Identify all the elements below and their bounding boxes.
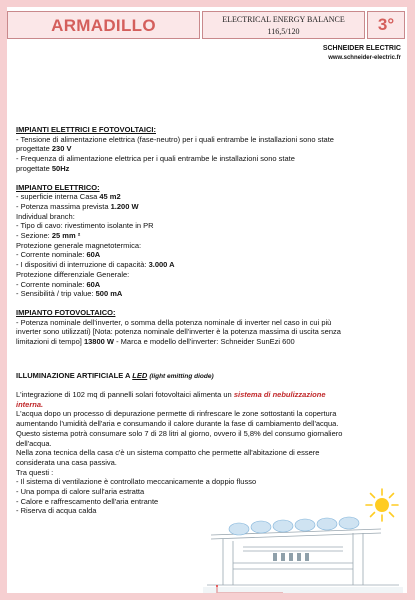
text-line: - I dispositivi di interruzione di capacità: 3.000 A (16, 260, 175, 270)
text-line: Individual branch: (16, 211, 75, 221)
company-name: SCHNEIDER ELECTRIC (322, 45, 401, 52)
text-line: L'acqua dopo un processo di depurazione permette di rinfrescare le zone sottostanti la copertura (16, 409, 337, 419)
text-line: - Sensibilità / trip value: 500 mA (16, 289, 123, 299)
text-line: Protezione differenziale Generale: (16, 269, 130, 279)
energy-balance-label: ELECTRICAL ENERGY BALANCE (222, 15, 345, 24)
text-line: - Una pompa di calore sull'aria estratta (16, 487, 145, 497)
house-section-illustration (203, 493, 403, 593)
text-line: dell'acqua. (16, 438, 52, 448)
text-line: Questo sistema potrà consumare solo 7 di 28 litri al giorno, ovvero il 5,8% del consumo giornaliero (16, 428, 343, 438)
section-heading-elettrico: IMPIANTO ELETTRICO: (16, 182, 100, 192)
text-line: - Sezione: 25 mm ² (16, 231, 81, 241)
text-line: progettate 50Hz (16, 163, 70, 173)
text-line: aumentando l'umidità dell'aria e consumando il calore durante la fase di cambiamento dell'acqua. (16, 419, 339, 429)
text-line: L'integrazione di 102 mq di pannelli solari fotovoltaici alimenta un sistema di nebulizzazione (16, 390, 326, 399)
brand-title: ARMADILLO (51, 16, 156, 35)
text-line: - Il sistema di ventilazione è controllato meccanicamente a doppio flusso (16, 477, 257, 487)
text-line: - Potenza nominale dell'inverter, o somma della potenza nominale di inverter nel caso in cui più (16, 317, 332, 327)
company-website[interactable]: www.schneider-electric.fr (328, 55, 401, 61)
brand-cell (7, 11, 200, 39)
text-line: - Potenza massima prevista 1.200 W (16, 201, 139, 211)
text-line: Nella zona tecnica della casa c'è un sistema compatto che permette all'abitazione di essere (16, 448, 320, 458)
page-number: 3° (377, 15, 395, 34)
text-line: - Corrente nominale: 60A (16, 279, 101, 289)
text-line: - Tipo di cavo: rivestimento isolante in PR (16, 221, 154, 231)
text-line: - Frequenza di alimentazione elettrica per i quali entrambe le installazioni sono state (16, 154, 295, 164)
text-line: limitazioni di tempo] 13800 W - Marca e modello dell'inverter: Schneider SunEzi 600 (16, 337, 295, 347)
page (7, 7, 407, 593)
text-line: Tra questi : (16, 467, 54, 477)
text-line: progettate 230 V (16, 144, 72, 154)
text-line: - Tensione di alimentazione elettrica (fase-neutro) per i quali entrambe le installazioni sono state (16, 134, 334, 144)
section-heading-fotovoltaico: IMPIANTO FOTOVOLTAICO: (16, 307, 116, 317)
section-heading-illuminazione: ILLUMINAZIONE ARTIFICIALE A LED (light emitting diode) (16, 371, 214, 380)
energy-balance-cell (202, 11, 365, 39)
section-heading-impianti: IMPIANTI ELETTRICI E FOTOVOLTAICI: (16, 125, 156, 134)
text-line: - Calore e raffrescamento dell'aria entrante (16, 496, 159, 506)
text-line: inverter sono utilizzati) [Nota: potenza nominale dell'inverter è la potenza massima di uscita senza (16, 327, 341, 337)
text-line: interna. (16, 399, 44, 409)
main-text (16, 125, 398, 347)
text-line: considerata una casa passiva. (16, 457, 117, 467)
energy-balance-value: 116,5/120 (267, 27, 300, 36)
text-line: Protezione generale magnetotermica: (16, 240, 142, 250)
page-number-cell (367, 11, 405, 39)
text-line: - Corrente nominale: 60A (16, 250, 101, 260)
text-line: - Riserva di acqua calda (16, 506, 97, 516)
header (7, 7, 407, 37)
text-line: - superficie interna Casa 45 m2 (16, 192, 121, 202)
